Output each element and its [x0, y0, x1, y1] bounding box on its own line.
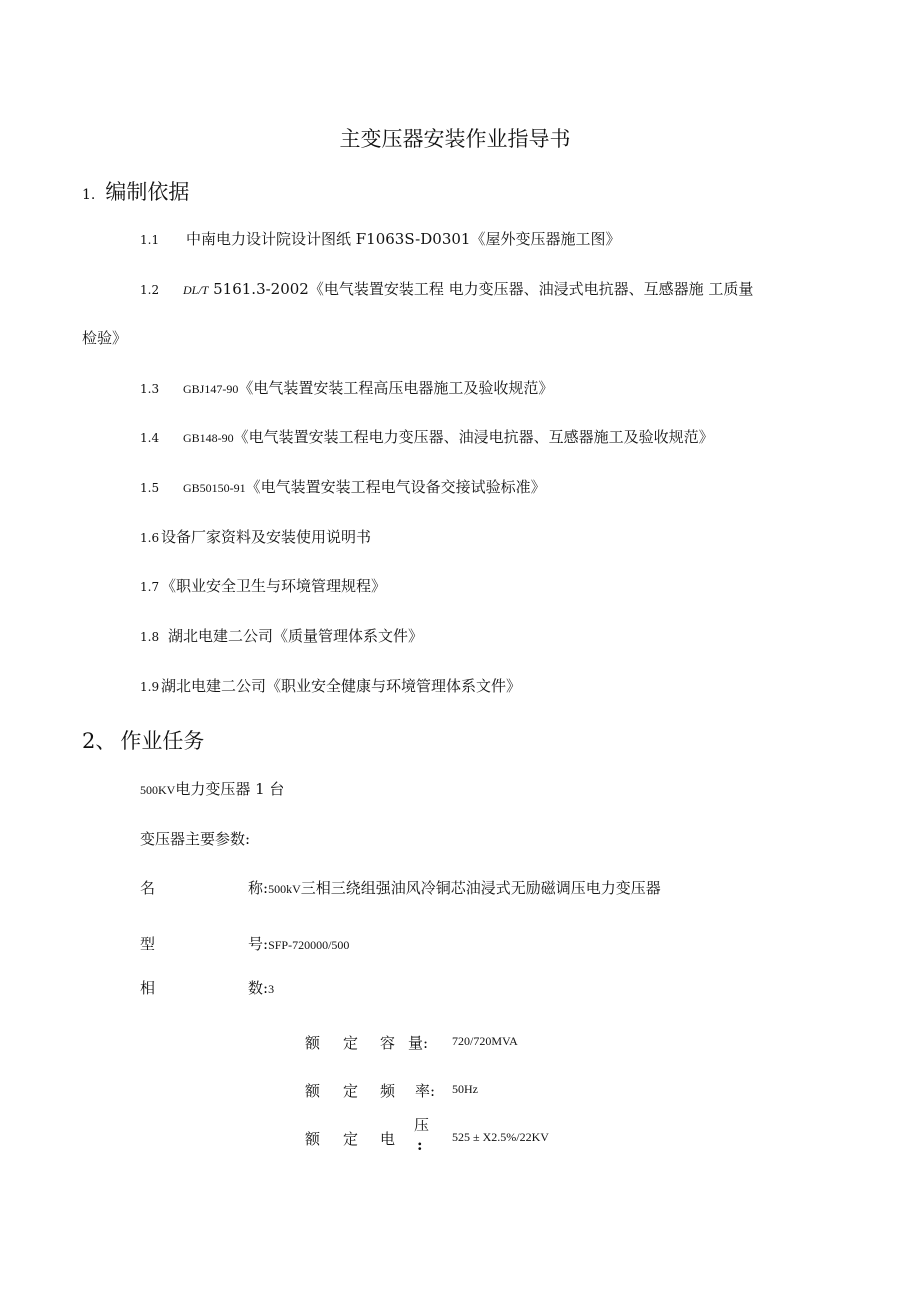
rated-frequency-label: 额 定 频 率: [305, 1082, 436, 1100]
rated-voltage-value: 525 ± X2.5%/22KV [452, 1130, 549, 1144]
reference-item-1-2-continuation: 检验》 [82, 329, 128, 347]
reference-item-1-3: 1.3 GBJ147-90《电气装置安装工程高压电器施工及验收规范》 [140, 379, 554, 397]
reference-item-1-4: 1.4 GB148-90《电气装置安装工程电力变压器、油浸电抗器、互感器施工及验收规范》 [140, 428, 714, 446]
rated-capacity-value: 720/720MVA [452, 1034, 518, 1048]
section-title: 作业任务 [120, 729, 205, 753]
rated-capacity-label: 额 定 容 量: [305, 1034, 429, 1052]
document-title: 主变压器安装作业指导书 [339, 127, 571, 151]
section-1-heading [82, 176, 189, 206]
task-description: 500KV电力变压器 1 台 [140, 780, 285, 798]
param-name-value: 称:500kV三相三绕组强油风冷铜芯油浸式无励磁调压电力变压器 [248, 879, 661, 897]
section-2-heading [82, 725, 204, 755]
param-phase-value: 数:3 [248, 979, 275, 997]
param-model-value: 号:SFP-720000/500 [248, 935, 350, 953]
reference-item-1-6: 1.6 设备厂家资料及安装使用说明书 [140, 528, 372, 546]
params-heading: 变压器主要参数: [140, 830, 251, 848]
section-number: 2、 [82, 729, 117, 753]
reference-item-1-9: 1.9 湖北电建二公司《职业安全健康与环境管理体系文件》 [140, 677, 522, 695]
section-number: 1. [82, 187, 96, 203]
reference-item-1-7: 1.7 《职业安全卫生与环境管理规程》 [140, 577, 387, 595]
param-model-label: 型 [140, 935, 156, 953]
rated-frequency-value: 50Hz [452, 1082, 478, 1096]
param-name-label: 名 [140, 879, 156, 897]
reference-item-1-8: 1.8 湖北电建二公司《质量管理体系文件》 [140, 627, 424, 645]
param-phase-label: 相 [140, 979, 156, 997]
reference-item-1-5: 1.5 GB50150-91《电气装置安装工程电气设备交接试验标准》 [140, 478, 546, 496]
reference-item-1-2: 1.2 DL/T 5161.3-2002《电气装置安装工程 电力变压器、油浸式电抗器、互感器施 工质量 [140, 280, 754, 298]
rated-voltage-label: 额 定 电 压 : [305, 1116, 430, 1154]
section-title: 编制依据 [105, 180, 190, 204]
reference-item-1-1: 1.1 中南电力设计院设计图纸 F1063S-D0301《屋外变压器施工图》 [140, 230, 621, 248]
